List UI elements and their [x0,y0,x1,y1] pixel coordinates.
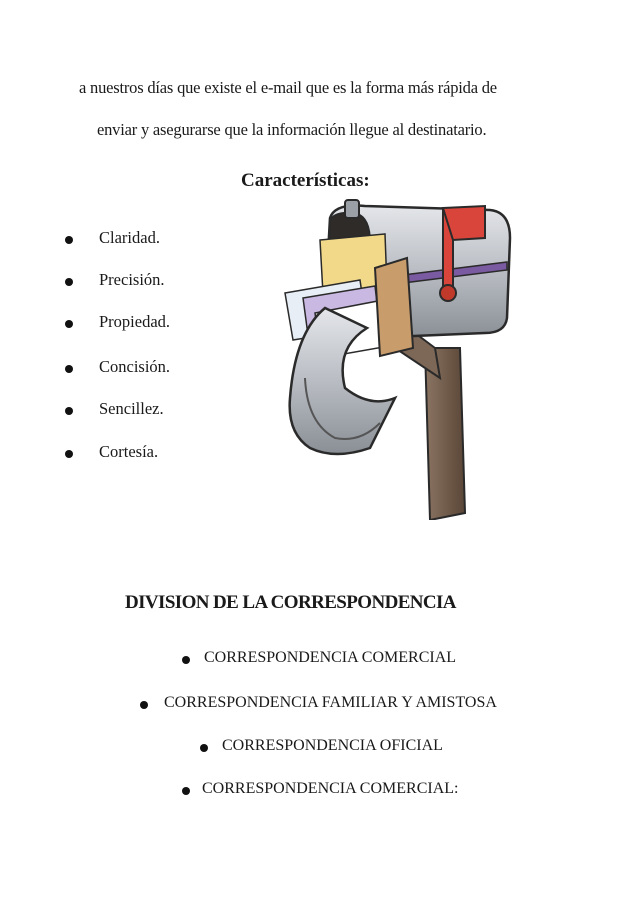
list-item-label: CORRESPONDENCIA OFICIAL [222,737,443,754]
mailbox-illustration [275,198,515,520]
list-item-label: Cortesía. [99,442,159,461]
list-item-label: CORRESPONDENCIA FAMILIAR Y AMISTOSA [164,694,497,711]
list-item-label: Propiedad. [99,312,171,331]
bullet-icon [65,450,73,458]
list-item-label: Concisión. [99,357,171,376]
bullet-icon [65,407,73,415]
list-item-label: Precisión. [99,270,165,289]
bullet-icon [65,278,73,286]
list-item-label: Sencillez. [99,399,164,418]
characteristics-heading: Características: [241,170,370,191]
bullet-icon [65,236,73,244]
bullet-icon [182,787,190,795]
division-heading: DIVISION DE LA CORRESPONDENCIA [125,592,456,613]
bullet-icon [140,701,148,709]
list-item-label: CORRESPONDENCIA COMERCIAL [204,649,457,666]
bullet-icon [182,656,190,664]
intro-line-2: enviar y asegurarse que la información llegue al destinatario. [97,120,487,139]
bullet-icon [65,320,73,328]
list-item-label: Claridad. [99,228,160,247]
bullet-icon [200,744,208,752]
intro-line-1: a nuestros días que existe el e-mail que es la forma más rápida de [79,78,497,97]
list-item-label: CORRESPONDENCIA COMERCIAL: [202,780,459,797]
bullet-icon [65,365,73,373]
